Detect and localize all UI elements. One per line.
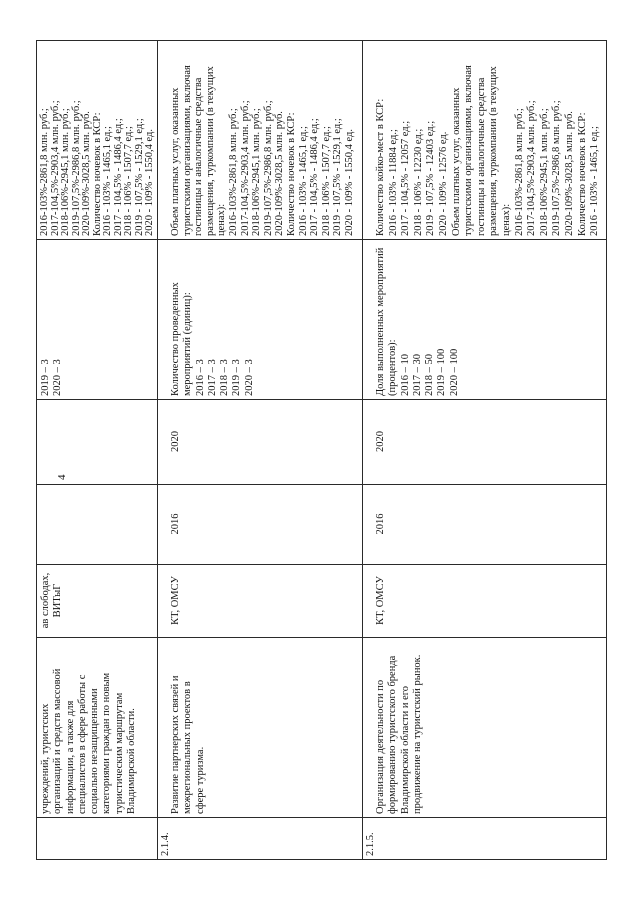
indicator-cell: [37, 239, 158, 399]
result-line: размещения, туркомпании (в текущих: [488, 66, 500, 236]
result-line: 2018-106%-2945,1 млн. руб.;: [538, 108, 550, 236]
measure-name-cell: [158, 637, 363, 817]
result-line: 2018 - 106% - 12230 ед.;: [412, 128, 424, 236]
result-line: 2016 - 103% - 1465,1 ед.;: [102, 126, 113, 236]
indicator-cell: [363, 239, 607, 399]
indicator-line: 2016 – 10: [399, 354, 411, 396]
end-year-cell: [37, 399, 158, 484]
indicator-line: (процентов):: [387, 339, 399, 396]
measure-name-line: Владимирской области и его: [399, 685, 411, 814]
result-cell: [37, 40, 158, 239]
measure-name-line: межрегиональных проектов в: [182, 681, 194, 814]
result-line: ценах):: [216, 203, 228, 236]
indicator-line: 2020 – 100: [448, 348, 460, 396]
result-line: 2016 - 103% - 1465,1 ед.;: [589, 126, 601, 236]
measure-name-line: продвижение на туристский рынок.: [411, 654, 423, 814]
indicator-line: 2017 – 30: [411, 354, 423, 396]
indicator-line: Доля выполненных мероприятий: [375, 247, 386, 396]
result-line: туристскими организациями, включая: [181, 65, 193, 236]
result-line: 2020-109%-3028,5 млн. руб.: [563, 111, 575, 236]
result-line: 2016-103%-2861,8 млн. руб.;: [227, 108, 239, 236]
result-line: Количество койко-мест в КСР:: [375, 98, 386, 236]
result-line: 2020 - 109% - 1550,4 ед.: [144, 129, 155, 236]
result-line: 2016 - 103% - 11884 ед.;: [387, 129, 399, 236]
result-line: Объем платных услуг, оказанных: [450, 87, 462, 236]
result-line: Количество ночевок в КСР:: [576, 112, 588, 236]
result-line: 2020-109%-3028,5 млн. руб.: [81, 111, 92, 236]
row-number-cell: 2.1.5.: [363, 817, 607, 859]
result-line: гостиницы и аналогичные средства: [475, 77, 487, 236]
measure-name-line: специалистов в сфере работы с: [76, 674, 88, 814]
result-cell: [363, 40, 607, 239]
indicator-line: мероприятий (единиц):: [182, 292, 194, 396]
result-line: туристскими организациями, включая: [463, 65, 475, 236]
executor-cell: [37, 564, 158, 637]
measure-name-cell: [363, 637, 607, 817]
executor-line: КТ, ОМСУ: [375, 576, 386, 625]
row-number-cell: 2.1.4.: [158, 817, 363, 859]
indicator-line: 2016 – 3: [194, 359, 206, 396]
result-line: 2019 - 107,5% - 1529,1 ед.;: [332, 118, 344, 236]
result-line: 2018 - 106% - 1507,7 ед.;: [320, 126, 332, 236]
indicator-cell: [158, 239, 363, 399]
result-line: 2019-107,5%-2986,8 млн. руб.;: [262, 100, 274, 236]
result-line: 2017-104,5%-2903,4 млн. руб.;: [49, 100, 61, 236]
indicator-line: 2017 – 3: [206, 359, 218, 396]
measure-name-line: Развитие партнерских связей и: [170, 675, 181, 814]
result-line: Количество ночевок в КСР:: [91, 112, 103, 236]
result-line: гостиницы и аналогичные средства: [193, 77, 205, 236]
measure-name-line: туристическим маршрутам: [113, 692, 125, 814]
measure-name-line: Организация деятельности по: [375, 679, 386, 814]
measure-name-line: формированию туристского бренда: [387, 655, 399, 814]
start-year-cell: 2016: [363, 484, 607, 564]
end-year-cell: 2020: [158, 399, 363, 484]
result-line: 2017-104,5%-2903,4 млн. руб.;: [526, 100, 538, 236]
result-line: 2019 - 107,5% - 1529,1 ед.;: [133, 118, 145, 236]
result-line: Количество ночевок в КСР:: [285, 112, 297, 236]
executor-line: КТ, ОМСУ: [170, 576, 181, 625]
result-line: 2016-103%-2861,8 млн. руб.;: [39, 108, 50, 236]
executor-cell: [158, 564, 363, 637]
indicator-line: 2020 – 3: [243, 359, 255, 396]
start-year-cell: 2016: [158, 484, 363, 564]
program-table: [36, 40, 607, 860]
result-line: 2017 - 104,5% - 1486,4 ед.;: [112, 118, 124, 236]
indicator-line: 2018 – 3: [219, 359, 231, 396]
measure-name-line: сфере туризма.: [194, 746, 206, 814]
indicator-line: 2019 – 3: [231, 359, 243, 396]
result-line: ценах):: [500, 203, 512, 236]
measure-name-line: социально незащищенными: [89, 688, 101, 814]
row-number-cell: [37, 817, 158, 859]
result-line: 2018 - 106% - 1507,7 ед.;: [123, 126, 134, 236]
result-line: 2019 - 107,5% - 12403 ед.;: [425, 120, 437, 236]
result-line: 2016-103%-2861,8 млн. руб.;: [513, 108, 525, 236]
end-year-cell: 2020: [363, 399, 607, 484]
measure-name-line: Владимирской области.: [126, 708, 138, 814]
result-line: 2018-106%-2945,1 млн. руб.;: [251, 108, 263, 236]
result-line: 2019-107,5%-2986,8 млн. руб.;: [551, 100, 563, 236]
indicator-line: 2018 – 50: [424, 354, 436, 396]
result-line: 2017 - 104,5% - 1486,4 ед.;: [309, 118, 321, 236]
indicator-line: Количество проведенных: [170, 282, 181, 396]
result-line: 2018-106%-2945,1 млн. руб.;: [60, 108, 71, 236]
result-cell: [158, 40, 363, 239]
start-year-cell: [37, 484, 158, 564]
executor-line: ав слободах,: [40, 572, 51, 629]
measure-name-line: категориями граждан по новым: [101, 672, 113, 814]
result-line: 2020 - 109% - 1550,4 ед.: [343, 129, 355, 236]
result-line: 2017-104,5%-2903,4 млн. руб.;: [239, 100, 251, 236]
measure-name-line: информации, а также для: [64, 700, 76, 814]
indicator-line: 2019 – 100: [436, 348, 448, 396]
page-number: 4: [56, 474, 68, 480]
measure-name-line: организаций и средств массовой: [52, 668, 64, 814]
measure-name-line: учреждений, туристских: [40, 703, 51, 814]
indicator-line: 2020 – 3: [52, 359, 64, 396]
result-line: 2020 - 109% - 12576 ед.: [437, 131, 449, 236]
result-line: 2020-109%-3028,5 млн. руб.: [274, 111, 286, 236]
indicator-line: 2019 – 3: [40, 359, 51, 396]
result-line: 2016 - 103% - 1465,1 ед.;: [297, 126, 309, 236]
measure-name-cell: [37, 637, 158, 817]
result-line: размещения, туркомпании (в текущих: [204, 66, 216, 236]
result-line: 2019-107,5%-2986,8 млн. руб.;: [70, 100, 82, 236]
result-line: Объем платных услуг, оказанных: [170, 87, 181, 236]
executor-cell: [363, 564, 607, 637]
result-line: 2017 - 104,5% - 12057 ед.;: [400, 120, 412, 236]
executor-line: ВИТыГ: [52, 583, 64, 618]
